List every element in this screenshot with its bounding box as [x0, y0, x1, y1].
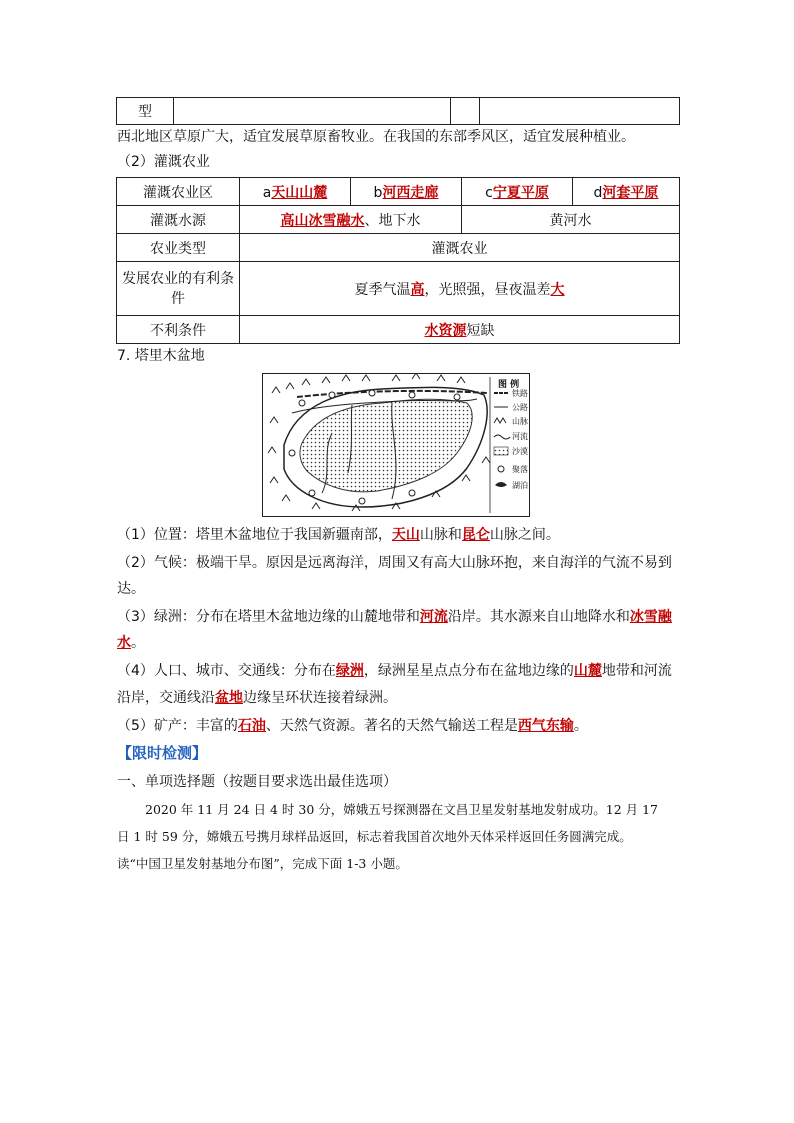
paragraph-population-line2 [117, 688, 397, 708]
text: 沿岸。其水源来自山地降水和 [447, 609, 630, 625]
grassland-paragraph: 西北地区草原广大，适宜发展草原畜牧业。在我国的东部季风区，适宜发展种植业。 [117, 129, 635, 145]
paragraph-location [117, 525, 560, 545]
paragraph-climate-line1: （2）气候：极端干旱。原因是远离海洋，周围又有高大山脉环抱，来自海洋的气流不易到 [117, 555, 672, 571]
highlight: 石油 [237, 718, 266, 734]
area-cell [573, 178, 680, 206]
water-source-cell [240, 206, 462, 234]
highlight: 绿洲 [335, 663, 364, 679]
map-legend-label: 公路 [512, 403, 528, 412]
top-table-fragment [116, 97, 680, 125]
top-table-cell-empty [174, 98, 451, 125]
row-label: 不利条件 [117, 316, 240, 344]
map-legend-label: 沙漠 [512, 447, 528, 456]
irrigation-table [116, 177, 680, 344]
area-cell [351, 178, 462, 206]
section-irrigation-heading: （2）灌溉农业 [117, 154, 210, 170]
text: ，绿洲星星点点分布在盆地边缘的 [363, 663, 574, 679]
text: 。 [131, 635, 145, 651]
row-label: 灌溉农业区 [117, 178, 240, 206]
area-prefix: d [593, 184, 603, 201]
area-name: 天山山麓 [271, 184, 328, 201]
tarim-basin-map [262, 373, 530, 517]
top-table-cell: 型 [117, 98, 174, 125]
unfavorable-cell [240, 316, 680, 344]
text: （1）位置：塔里木盆地位于我国新疆南部， [117, 527, 392, 543]
text: 地带和河流 [601, 663, 672, 679]
favorable-cell [240, 262, 680, 316]
row-label: 灌溉水源 [117, 206, 240, 234]
favorable-text: ，光照强，昼夜温差 [424, 281, 551, 298]
question-line1: 2020 年 11 月 24 日 4 时 30 分，嫦娥五号探测器在文昌卫星发射基地发射成功。12 月 17 [145, 802, 659, 817]
map-legend-title: 图 例 [498, 380, 520, 390]
paragraph-minerals [117, 716, 588, 736]
water-source-highlight: 高山冰雪融水 [280, 212, 365, 229]
area-cell [240, 178, 351, 206]
area-prefix: a [262, 184, 272, 201]
row-label: 农业类型 [117, 234, 240, 262]
area-name: 河西走廊 [382, 184, 439, 201]
text: （5）矿产：丰富的 [117, 718, 238, 734]
highlight: 天山 [391, 527, 420, 543]
paragraph-oasis-line2 [117, 633, 145, 653]
unfavorable-text: 短缺 [466, 322, 495, 339]
text: 山脉之间。 [489, 527, 560, 543]
favorable-highlight: 高 [410, 281, 425, 298]
map-legend-label: 湖泊 [512, 481, 528, 490]
map-legend-label: 山脉 [512, 417, 528, 426]
highlight: 西气东输 [517, 718, 574, 734]
highlight: 盆地 [215, 690, 243, 706]
area-name: 河套平原 [602, 184, 659, 201]
heading-test: 【限时检测】 [117, 744, 208, 762]
water-source-cell: 黄河水 [462, 206, 680, 234]
top-table-cell-empty [451, 98, 480, 125]
highlight: 水 [117, 635, 131, 651]
area-name: 宁夏平原 [492, 184, 549, 201]
text: （3）绿洲：分布在塔里木盆地边缘的山麓地带和 [117, 609, 420, 625]
question-line2: 日 1 时 59 分，嫦娥五号携月球样品返回，标志着我国首次地外天体采样返回任务圆满完成。 [117, 829, 632, 844]
map-graphic [262, 373, 530, 517]
area-cell [462, 178, 573, 206]
text: 山脉和 [419, 527, 462, 543]
paragraph-oasis-line1 [117, 607, 672, 627]
text: （4）人口、城市、交通线：分布在 [117, 663, 336, 679]
favorable-label: 发展农业的有利条件 [122, 270, 234, 307]
map-legend-label: 河流 [512, 432, 528, 441]
text: 。 [573, 718, 588, 734]
paragraph-population-line1 [117, 661, 672, 681]
highlight: 山麓 [573, 663, 602, 679]
area-prefix: b [373, 184, 383, 201]
highlight: 昆仑 [461, 527, 490, 543]
highlight: 河流 [419, 609, 448, 625]
map-legend-label: 铁路 [512, 389, 528, 398]
section-tarim-heading: 7. 塔里木盆地 [117, 348, 205, 364]
question-line3: 读“中国卫星发射基地分布图”，完成下面 1-3 小题。 [117, 856, 408, 871]
text: 、天然气资源。著名的天然气输送工程是 [265, 718, 518, 734]
favorable-highlight: 大 [550, 281, 565, 298]
area-prefix: c [485, 184, 493, 201]
top-table-cell-empty [480, 98, 680, 125]
row-label [117, 262, 240, 316]
section-single-choice: 一、单项选择题（按题目要求选出最佳选项） [117, 774, 397, 790]
map-legend-label: 聚落 [512, 465, 528, 474]
text: 沿岸，交通线沿 [117, 690, 215, 706]
unfavorable-highlight: 水资源 [424, 322, 467, 339]
agri-type-cell: 灌溉农业 [240, 234, 680, 262]
highlight: 冰雪融 [629, 609, 672, 625]
water-source-rest: 、地下水 [364, 212, 421, 229]
text: 边缘呈环状连接着绿洲。 [243, 690, 397, 706]
favorable-text: 夏季气温 [354, 281, 411, 298]
paragraph-climate-line2: 达。 [117, 581, 145, 597]
